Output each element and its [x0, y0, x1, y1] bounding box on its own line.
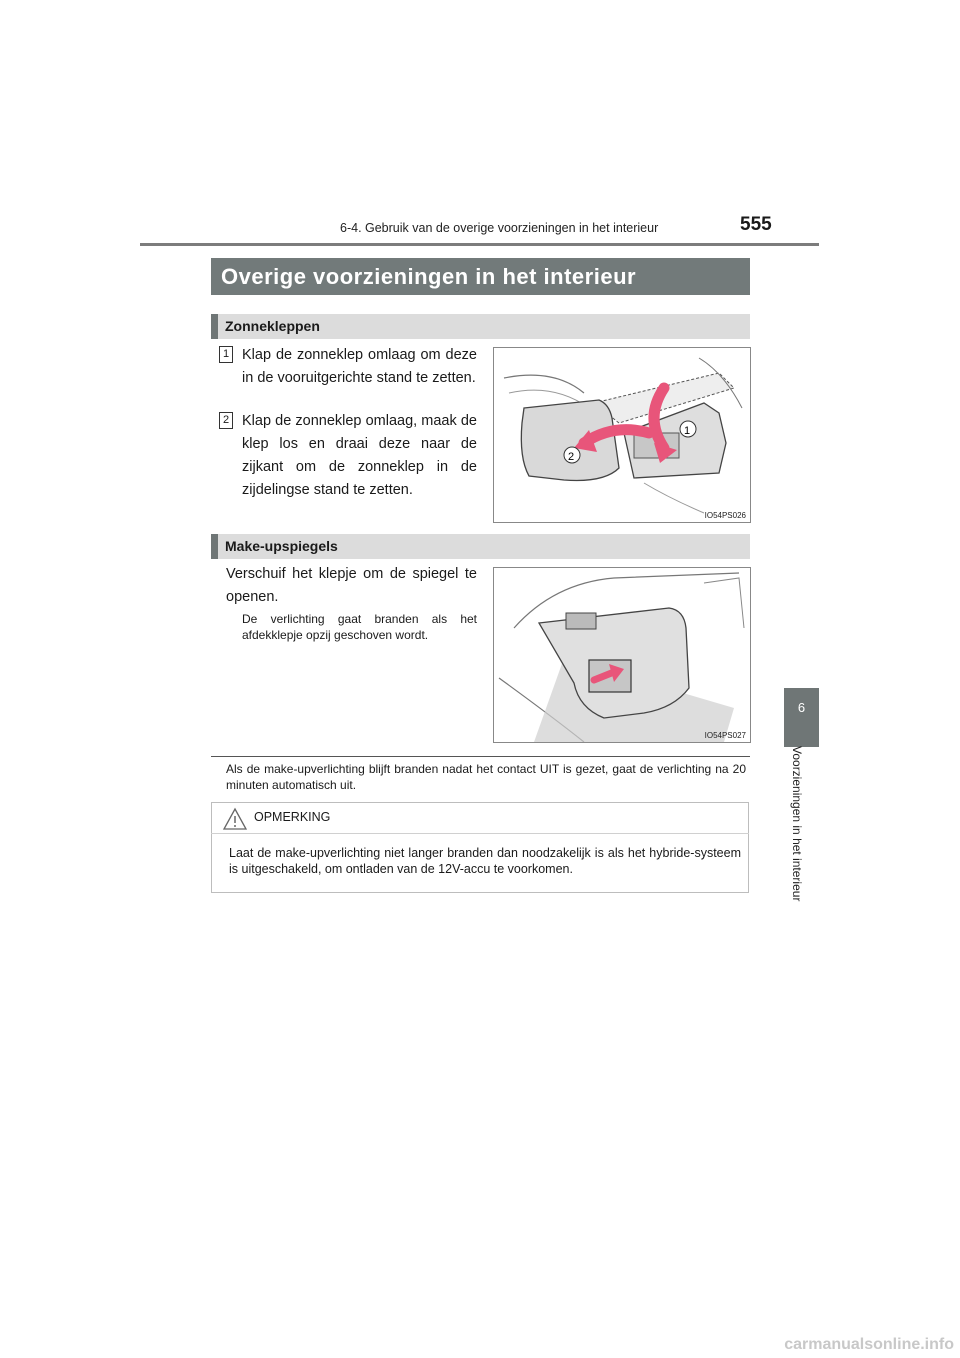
callout-2: 2	[568, 451, 575, 463]
step-number-1: 1	[219, 346, 233, 363]
sun-visor-drawing	[494, 348, 750, 522]
section-heading-sun-visors: Zonnekleppen	[211, 314, 750, 339]
figure-code-2: IO54PS027	[704, 731, 746, 740]
warning-title: OPMERKING	[254, 810, 331, 824]
vanity-mirror-drawing	[494, 568, 750, 742]
page-title: Overige voorzieningen in het interieur	[211, 258, 750, 295]
sun-visor-illustration	[493, 347, 751, 523]
section-heading-mirrors: Make-upspiegels	[211, 534, 750, 559]
step-number-2: 2	[219, 412, 233, 429]
mirror-instruction: Verschuif het klepje om de spiegel te openen.	[226, 566, 477, 605]
warning-triangle-icon	[222, 807, 248, 831]
step-text-1: Klap de zonneklep omlaag om deze in de vooruitgerichte stand te zetten.	[242, 347, 477, 386]
chapter-label-text: Voorzieningen in het interieur	[790, 746, 804, 902]
mirror-subtext: De verlichting gaat branden als het afdekklepje opzij geschoven wordt.	[242, 612, 477, 642]
note-divider	[211, 756, 750, 757]
vanity-mirror-illustration	[493, 567, 751, 743]
step-text-2: Klap de zonneklep omlaag, maak de klep los en draai deze naar de zijkant om de zonneklep in de zijdelingse stand te zetten.	[242, 413, 477, 498]
note-text: Als de make-upverlichting blijft branden nadat het contact UIT is gezet, gaat de verlichting na 20 minuten automatisch uit.	[226, 762, 746, 792]
callout-1: 1	[684, 425, 691, 437]
chapter-number: 6	[797, 700, 806, 715]
running-header: 6-4. Gebruik van de overige voorzieningen in het interieur	[340, 221, 659, 235]
chapter-tab	[784, 688, 819, 747]
warning-title-divider	[211, 833, 749, 834]
page-number: 555	[740, 214, 772, 235]
watermark: carmanualsonline.info	[784, 1336, 954, 1353]
warning-text: Laat de make-upverlichting niet langer branden dan noodzakelijk is als het hybride-systeem is uitgeschakeld, om ontladen van de 12V-accu te voorkomen.	[229, 846, 741, 876]
header-rule	[140, 243, 819, 246]
figure-code-1: IO54PS026	[704, 511, 746, 520]
chapter-side-label	[770, 746, 810, 946]
